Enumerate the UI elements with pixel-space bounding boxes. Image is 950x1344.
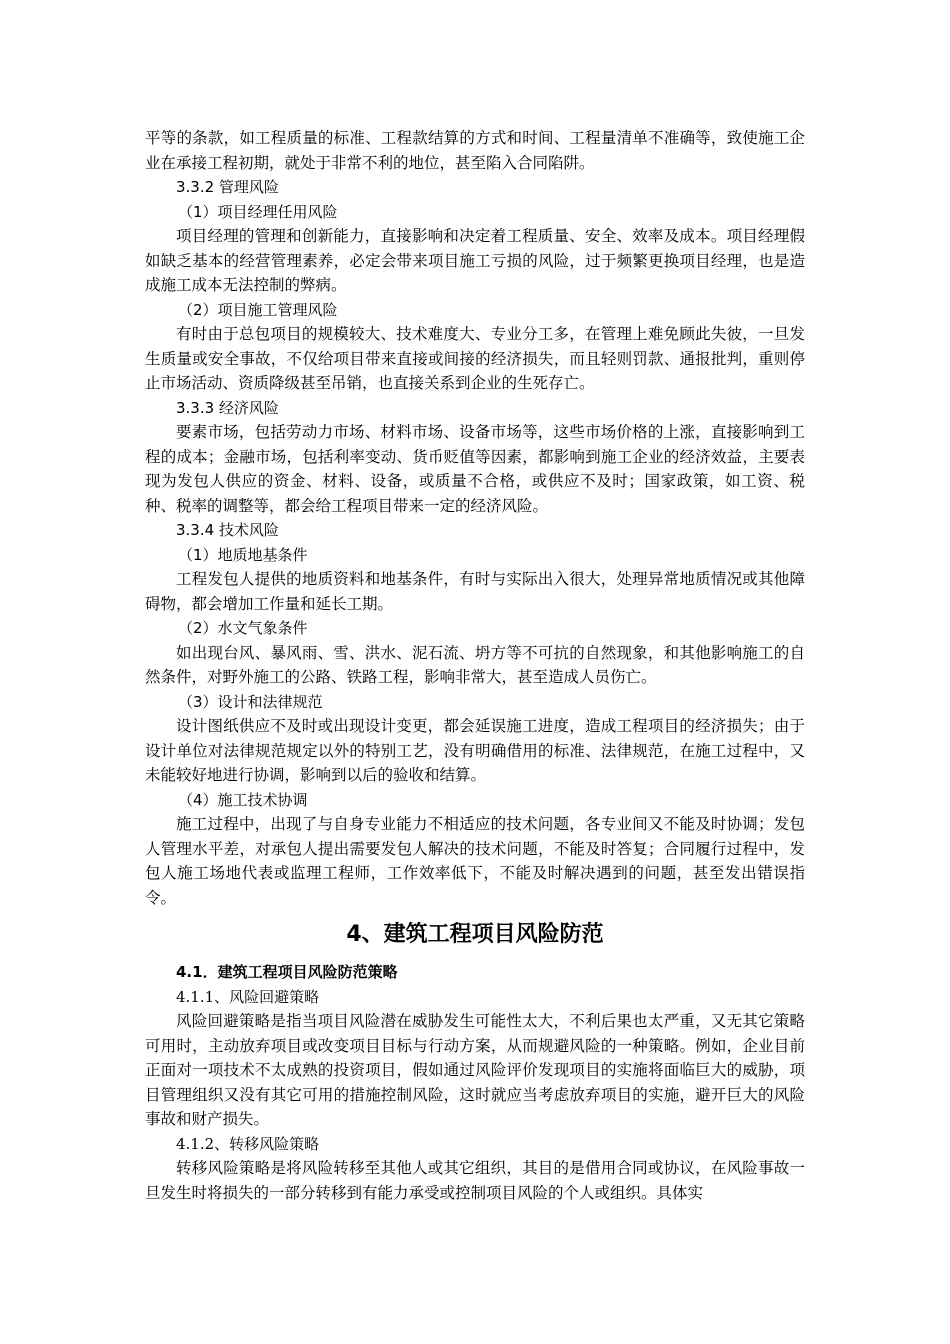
heading-tech-coordination: （4）施工技术协调 [178, 790, 308, 809]
paragraph-risk-avoidance: 风险回避策略是指当项目风险潜在威胁发生可能性太大，不利后果也太严重，又无其它策略可用时，主动放弃项目或改变项目目标与行动方案，从而规避风险的一种策略。例如，企业目前正面对一项技术不太成熟的投资项目，假如通过风险评价发现项目的实施将面临巨大的威胁，项目管理组织又没有其它可用的措施控制风险，这时就应当考虑放弃项目的实施，避开巨大的风险事故和财产损失。 [145, 1012, 805, 1128]
heading-hydrology: （2）水文气象条件 [178, 619, 308, 637]
paragraph-pm-appointment: 项目经理的管理和创新能力，直接影响和决定着工程质量、安全、效率及成本。项目经理假如缺乏基本的经营管理素养，必定会带来项目施工亏损的风险，过于频繁更换项目经理，也是造成施工成本无法控制的弊病。 [145, 227, 805, 294]
document-page [145, 126, 805, 1205]
paragraph-design-law: 设计图纸供应不及时或出现设计变更，都会延误施工进度，造成工程项目的经济损失；由于设计单位对法律规范规定以外的特别工艺，没有明确借用的标准、法律规范，在施工过程中，又未能较好地进行协调，影响到以后的验收和结算。 [145, 717, 805, 784]
paragraph-economic-risk: 要素市场，包括劳动力市场、材料市场、设备市场等，这些市场价格的上涨，直接影响到工程的成本；金融市场，包括利率变动、货币贬值等因素，都影响到施工企业的经济效益，主要表现为发包人供应的资金、材料、设备，或质量不合格，或供应不及时；国家政策，如工资、税种、税率的调整等，都会给工程项目带来一定的经济风险。 [145, 423, 805, 515]
heading-design-law: （3）设计和法律规范 [178, 692, 323, 711]
heading-3-3-2: 3.3.2 管理风险 [176, 178, 279, 196]
paragraph-risk-transfer: 转移风险策略是将风险转移至其他人或其它组织，其目的是借用合同或协议，在风险事故一旦发生时将损失的一部分转移到有能力承受或控制项目风险的个人或组织。具体实 [145, 1159, 805, 1202]
heading-geology: （1）地质地基条件 [178, 545, 308, 564]
paragraph-construction-management: 有时由于总包项目的规模较大、技术难度大、专业分工多，在管理上难免顾此失彼，一旦发生质量或安全事故，不仅给项目带来直接或间接的经济损失，而且轻则罚款、通报批判，重则停止市场活动、资质降级甚至吊销，也直接关系到企业的生死存亡。 [145, 325, 805, 392]
heading-3-3-3: 3.3.3 经济风险 [176, 398, 279, 417]
heading-pm-appointment-risk: （1）项目经理任用风险 [178, 202, 338, 221]
heading-4-1: 4.1．建筑工程项目风险防范策略 [176, 963, 398, 981]
chapter-title-4: 4、建筑工程项目风险防范 [346, 922, 604, 947]
paragraph-hydrology: 如出现台风、暴风雨、雪、洪水、泥石流、坍方等不可抗的自然现象，和其他影响施工的自然条件，对野外施工的公路、铁路工程，影响非常大，甚至造成人员伤亡。 [145, 643, 805, 686]
heading-4-1-1: 4.1.1、风险回避策略 [176, 987, 320, 1006]
paragraph-geology: 工程发包人提供的地质资料和地基条件，有时与实际出入很大，处理异常地质情况或其他障碍物，都会增加工作量和延长工期。 [145, 570, 805, 613]
heading-construction-management-risk: （2）项目施工管理风险 [178, 300, 338, 319]
paragraph-tech-coordination: 施工过程中，出现了与自身专业能力不相适应的技术问题，各专业间又不能及时协调；发包人管理水平差，对承包人提出需要发包人解决的技术问题，不能及时答复；合同履行过程中，发包人施工场地代表或监理工程师，工作效率低下，不能及时解决遇到的问题，甚至发出错误指令。 [145, 815, 805, 907]
paragraph-contract-terms: 平等的条款，如工程质量的标准、工程款结算的方式和时间、工程量清单不准确等，致使施工企业在承接工程初期，就处于非常不利的地位，甚至陷入合同陷阱。 [145, 129, 805, 172]
heading-3-3-4: 3.3.4 技术风险 [176, 521, 279, 539]
heading-4-1-2: 4.1.2、转移风险策略 [176, 1134, 320, 1153]
